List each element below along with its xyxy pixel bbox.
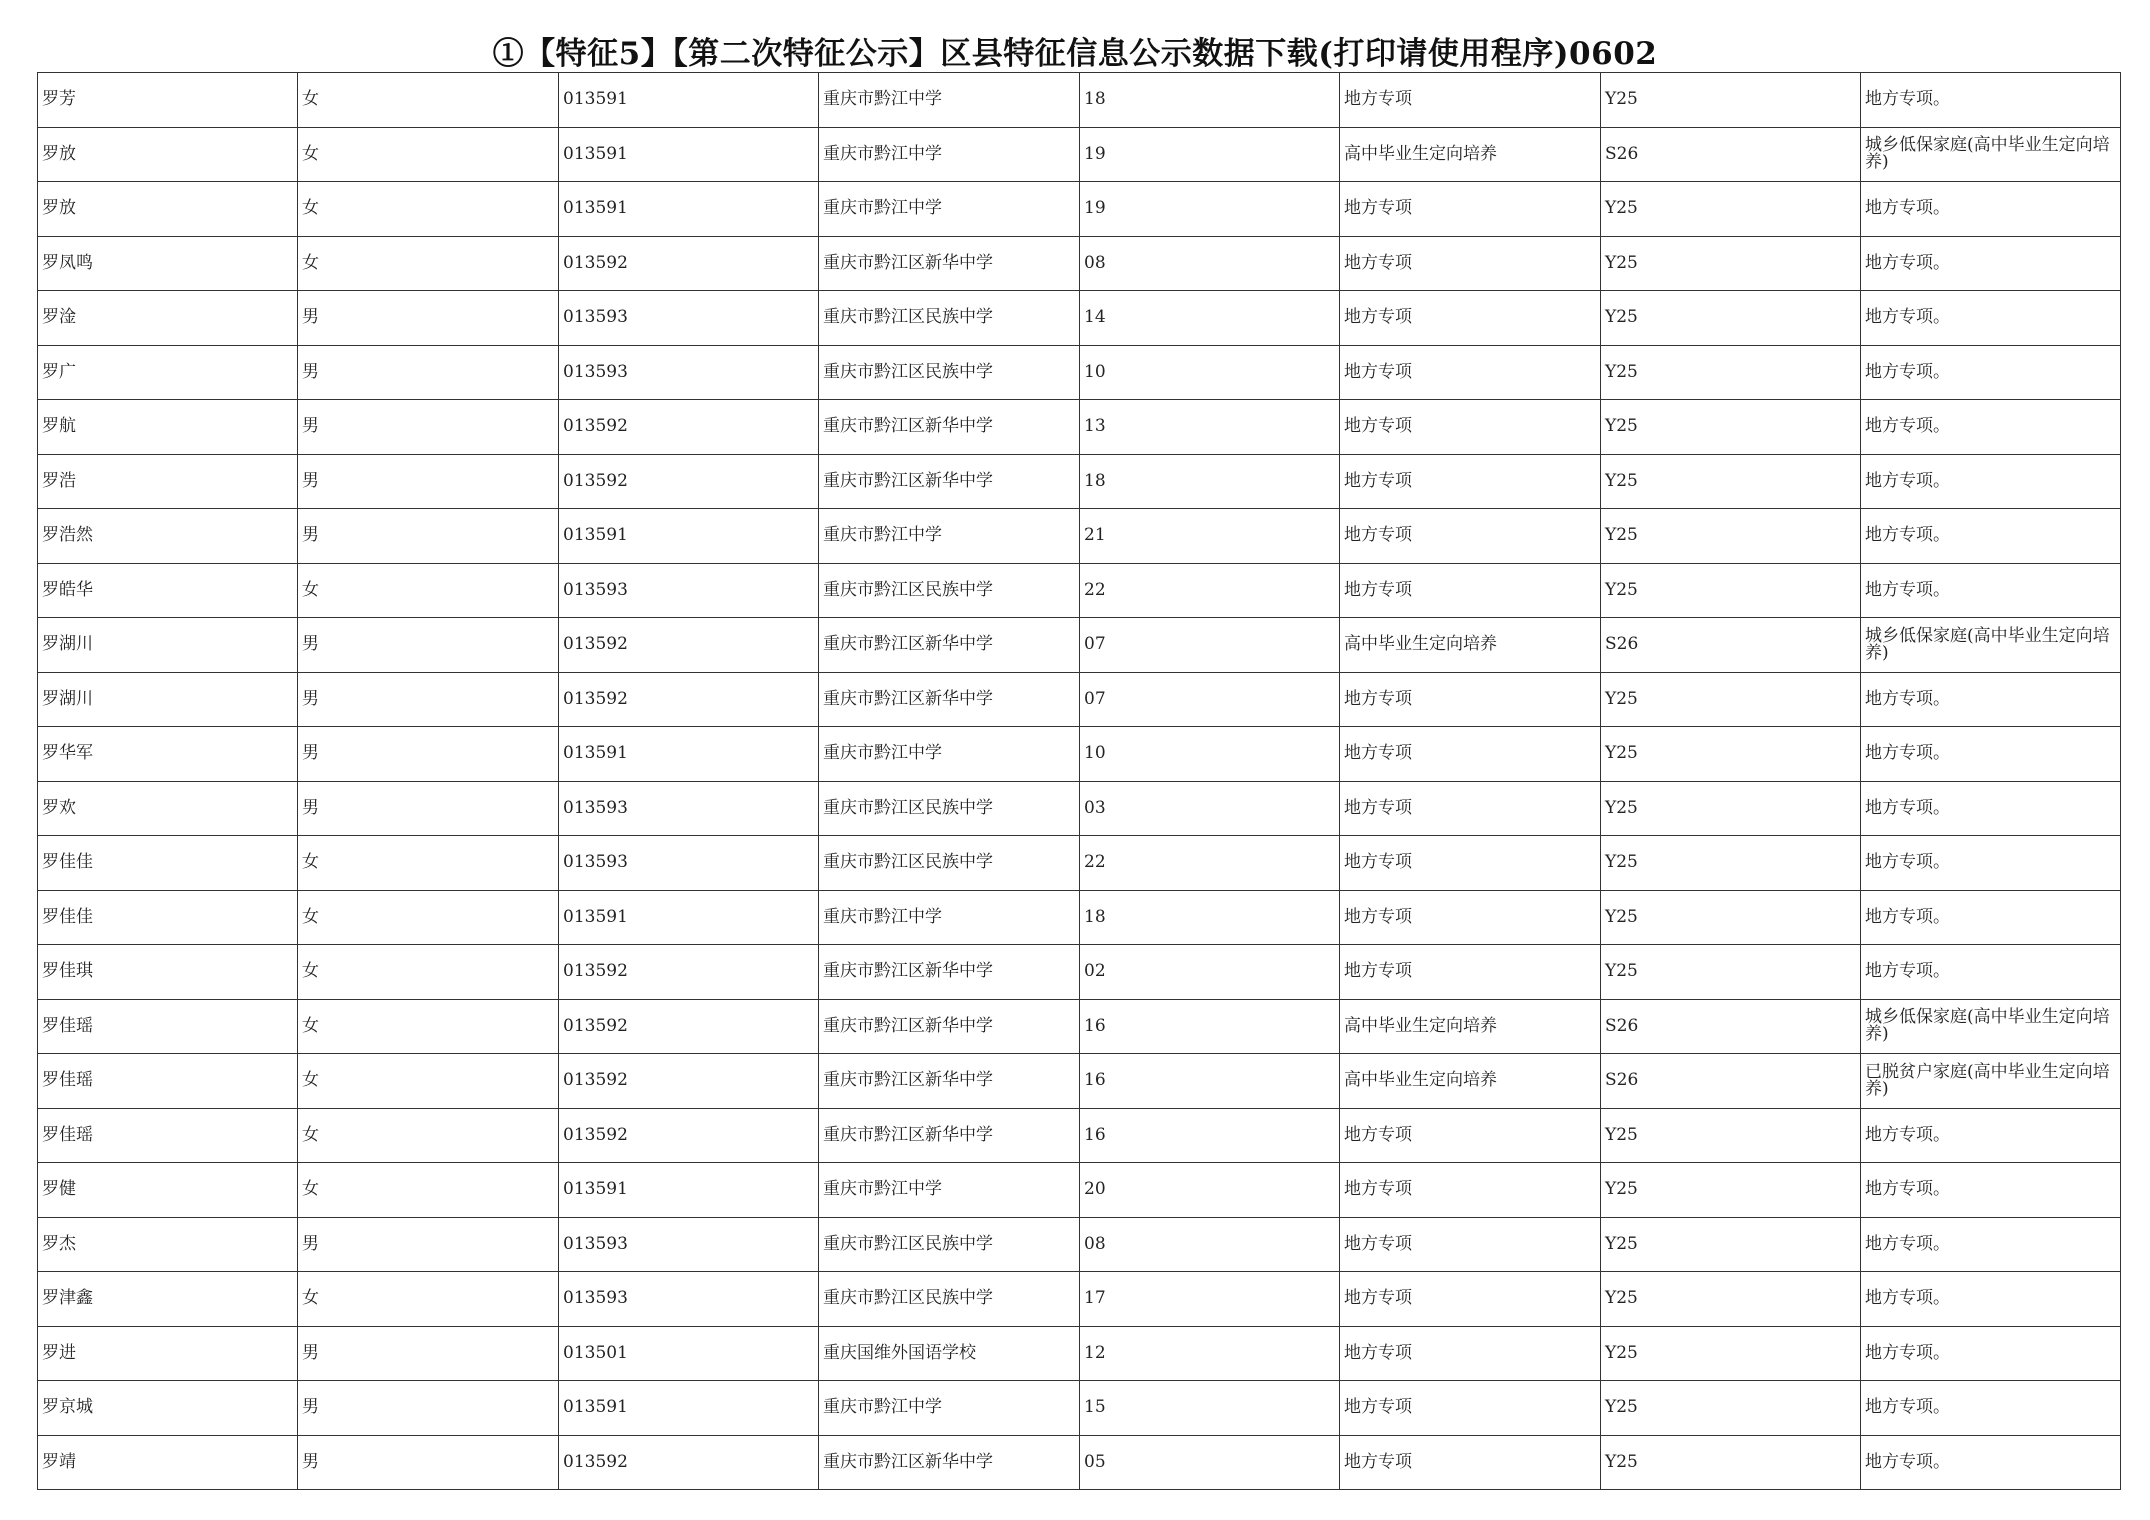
name-cell: 罗欢 (38, 781, 298, 836)
table-row (38, 563, 2121, 618)
class-cell: 22 (1080, 563, 1340, 618)
class-cell: 08 (1080, 1217, 1340, 1272)
class-cell: 19 (1080, 127, 1340, 182)
code-cell: Y25 (1601, 836, 1861, 891)
class-cell: 07 (1080, 618, 1340, 673)
school-code-cell: 013592 (559, 454, 819, 509)
gender-cell: 女 (298, 127, 559, 182)
table-row (38, 236, 2121, 291)
school-name-cell: 重庆市黔江区民族中学 (819, 563, 1080, 618)
code-cell: Y25 (1601, 563, 1861, 618)
category-cell: 高中毕业生定向培养 (1340, 999, 1601, 1054)
category-cell: 高中毕业生定向培养 (1340, 1054, 1601, 1109)
gender-cell: 女 (298, 182, 559, 237)
remark-cell: 地方专项。 (1861, 781, 2121, 836)
school-code-cell: 013593 (559, 781, 819, 836)
school-code-cell: 013593 (559, 1272, 819, 1327)
table-row (38, 1163, 2121, 1218)
class-cell: 17 (1080, 1272, 1340, 1327)
school-name-cell: 重庆市黔江区民族中学 (819, 836, 1080, 891)
school-code-cell: 013592 (559, 999, 819, 1054)
name-cell: 罗芳 (38, 73, 298, 128)
school-code-cell: 013591 (559, 890, 819, 945)
data-table (37, 72, 2121, 1490)
class-cell: 18 (1080, 73, 1340, 128)
category-cell: 地方专项 (1340, 672, 1601, 727)
gender-cell: 男 (298, 1326, 559, 1381)
name-cell: 罗放 (38, 182, 298, 237)
remark-cell: 城乡低保家庭(高中毕业生定向培养) (1861, 999, 2121, 1054)
table-row (38, 400, 2121, 455)
gender-cell: 男 (298, 672, 559, 727)
name-cell: 罗淦 (38, 291, 298, 346)
gender-cell: 男 (298, 291, 559, 346)
name-cell: 罗京城 (38, 1381, 298, 1436)
class-cell: 13 (1080, 400, 1340, 455)
gender-cell: 男 (298, 781, 559, 836)
school-name-cell: 重庆市黔江区新华中学 (819, 236, 1080, 291)
gender-cell: 女 (298, 1163, 559, 1218)
table-row (38, 890, 2121, 945)
table-row (38, 836, 2121, 891)
code-cell: Y25 (1601, 890, 1861, 945)
name-cell: 罗放 (38, 127, 298, 182)
category-cell: 地方专项 (1340, 781, 1601, 836)
code-cell: S26 (1601, 1054, 1861, 1109)
name-cell: 罗靖 (38, 1435, 298, 1490)
gender-cell: 男 (298, 1381, 559, 1436)
gender-cell: 女 (298, 1054, 559, 1109)
category-cell: 地方专项 (1340, 1217, 1601, 1272)
school-name-cell: 重庆市黔江区民族中学 (819, 781, 1080, 836)
remark-cell: 地方专项。 (1861, 563, 2121, 618)
page-title: ①【特征5】【第二次特征公示】区县特征信息公示数据下载(打印请使用程序)0602 (492, 36, 1658, 72)
class-cell: 05 (1080, 1435, 1340, 1490)
code-cell: Y25 (1601, 1326, 1861, 1381)
class-cell: 19 (1080, 182, 1340, 237)
remark-cell: 地方专项。 (1861, 454, 2121, 509)
code-cell: Y25 (1601, 1272, 1861, 1327)
gender-cell: 女 (298, 945, 559, 1000)
code-cell: Y25 (1601, 182, 1861, 237)
name-cell: 罗佳佳 (38, 836, 298, 891)
school-code-cell: 013593 (559, 836, 819, 891)
category-cell: 地方专项 (1340, 454, 1601, 509)
table-row (38, 618, 2121, 673)
code-cell: Y25 (1601, 345, 1861, 400)
category-cell: 地方专项 (1340, 345, 1601, 400)
table-row (38, 672, 2121, 727)
school-code-cell: 013592 (559, 1108, 819, 1163)
school-name-cell: 重庆市黔江中学 (819, 890, 1080, 945)
code-cell: Y25 (1601, 400, 1861, 455)
class-cell: 10 (1080, 345, 1340, 400)
category-cell: 地方专项 (1340, 73, 1601, 128)
table-row (38, 1381, 2121, 1436)
category-cell: 地方专项 (1340, 945, 1601, 1000)
table-row (38, 182, 2121, 237)
school-code-cell: 013593 (559, 345, 819, 400)
name-cell: 罗浩 (38, 454, 298, 509)
name-cell: 罗湖川 (38, 672, 298, 727)
name-cell: 罗佳瑶 (38, 1108, 298, 1163)
table-row (38, 509, 2121, 564)
school-name-cell: 重庆市黔江区新华中学 (819, 400, 1080, 455)
school-name-cell: 重庆市黔江区新华中学 (819, 1108, 1080, 1163)
category-cell: 地方专项 (1340, 563, 1601, 618)
class-cell: 15 (1080, 1381, 1340, 1436)
code-cell: Y25 (1601, 672, 1861, 727)
school-code-cell: 013591 (559, 182, 819, 237)
class-cell: 20 (1080, 1163, 1340, 1218)
name-cell: 罗华军 (38, 727, 298, 782)
gender-cell: 男 (298, 454, 559, 509)
school-code-cell: 013501 (559, 1326, 819, 1381)
school-code-cell: 013592 (559, 618, 819, 673)
class-cell: 16 (1080, 1054, 1340, 1109)
name-cell: 罗湖川 (38, 618, 298, 673)
gender-cell: 女 (298, 563, 559, 618)
gender-cell: 男 (298, 509, 559, 564)
table-row (38, 1217, 2121, 1272)
remark-cell: 地方专项。 (1861, 182, 2121, 237)
gender-cell: 女 (298, 999, 559, 1054)
remark-cell: 城乡低保家庭(高中毕业生定向培养) (1861, 618, 2121, 673)
school-code-cell: 013591 (559, 509, 819, 564)
code-cell: Y25 (1601, 454, 1861, 509)
gender-cell: 男 (298, 727, 559, 782)
table-row (38, 1326, 2121, 1381)
code-cell: Y25 (1601, 727, 1861, 782)
gender-cell: 女 (298, 1272, 559, 1327)
category-cell: 地方专项 (1340, 400, 1601, 455)
table-row (38, 727, 2121, 782)
code-cell: Y25 (1601, 945, 1861, 1000)
name-cell: 罗津鑫 (38, 1272, 298, 1327)
name-cell: 罗佳瑶 (38, 999, 298, 1054)
gender-cell: 男 (298, 1217, 559, 1272)
school-code-cell: 013593 (559, 291, 819, 346)
school-name-cell: 重庆市黔江区新华中学 (819, 999, 1080, 1054)
category-cell: 地方专项 (1340, 1272, 1601, 1327)
code-cell: S26 (1601, 618, 1861, 673)
gender-cell: 女 (298, 890, 559, 945)
school-code-cell: 013591 (559, 73, 819, 128)
name-cell: 罗健 (38, 1163, 298, 1218)
gender-cell: 女 (298, 1108, 559, 1163)
school-name-cell: 重庆市黔江区新华中学 (819, 1054, 1080, 1109)
category-cell: 地方专项 (1340, 1326, 1601, 1381)
school-code-cell: 013592 (559, 400, 819, 455)
table-row (38, 1435, 2121, 1490)
school-name-cell: 重庆市黔江中学 (819, 182, 1080, 237)
table-row (38, 1108, 2121, 1163)
school-name-cell: 重庆国维外国语学校 (819, 1326, 1080, 1381)
class-cell: 16 (1080, 999, 1340, 1054)
class-cell: 08 (1080, 236, 1340, 291)
category-cell: 地方专项 (1340, 509, 1601, 564)
school-name-cell: 重庆市黔江区新华中学 (819, 945, 1080, 1000)
table-row (38, 454, 2121, 509)
remark-cell: 地方专项。 (1861, 890, 2121, 945)
category-cell: 地方专项 (1340, 1108, 1601, 1163)
gender-cell: 男 (298, 618, 559, 673)
remark-cell: 地方专项。 (1861, 727, 2121, 782)
name-cell: 罗佳瑶 (38, 1054, 298, 1109)
school-code-cell: 013591 (559, 727, 819, 782)
code-cell: Y25 (1601, 291, 1861, 346)
school-code-cell: 013591 (559, 1163, 819, 1218)
class-cell: 14 (1080, 291, 1340, 346)
remark-cell: 地方专项。 (1861, 1163, 2121, 1218)
name-cell: 罗佳琪 (38, 945, 298, 1000)
school-name-cell: 重庆市黔江中学 (819, 127, 1080, 182)
remark-cell: 地方专项。 (1861, 400, 2121, 455)
remark-cell: 地方专项。 (1861, 345, 2121, 400)
category-cell: 高中毕业生定向培养 (1340, 127, 1601, 182)
table-row (38, 945, 2121, 1000)
remark-cell: 地方专项。 (1861, 73, 2121, 128)
school-code-cell: 013592 (559, 672, 819, 727)
table-row (38, 1272, 2121, 1327)
school-name-cell: 重庆市黔江中学 (819, 727, 1080, 782)
school-code-cell: 013591 (559, 127, 819, 182)
table-row (38, 127, 2121, 182)
name-cell: 罗杰 (38, 1217, 298, 1272)
school-name-cell: 重庆市黔江区民族中学 (819, 1272, 1080, 1327)
school-name-cell: 重庆市黔江区新华中学 (819, 618, 1080, 673)
remark-cell: 地方专项。 (1861, 236, 2121, 291)
remark-cell: 地方专项。 (1861, 1108, 2121, 1163)
remark-cell: 城乡低保家庭(高中毕业生定向培养) (1861, 127, 2121, 182)
code-cell: S26 (1601, 127, 1861, 182)
school-name-cell: 重庆市黔江中学 (819, 1163, 1080, 1218)
table-row (38, 1054, 2121, 1109)
remark-cell: 地方专项。 (1861, 509, 2121, 564)
class-cell: 22 (1080, 836, 1340, 891)
class-cell: 10 (1080, 727, 1340, 782)
code-cell: Y25 (1601, 1217, 1861, 1272)
school-name-cell: 重庆市黔江区民族中学 (819, 291, 1080, 346)
code-cell: Y25 (1601, 73, 1861, 128)
class-cell: 03 (1080, 781, 1340, 836)
remark-cell: 地方专项。 (1861, 1272, 2121, 1327)
table-row (38, 999, 2121, 1054)
name-cell: 罗凤鸣 (38, 236, 298, 291)
code-cell: Y25 (1601, 1435, 1861, 1490)
school-code-cell: 013592 (559, 945, 819, 1000)
category-cell: 高中毕业生定向培养 (1340, 618, 1601, 673)
code-cell: S26 (1601, 999, 1861, 1054)
class-cell: 21 (1080, 509, 1340, 564)
gender-cell: 男 (298, 1435, 559, 1490)
school-name-cell: 重庆市黔江区新华中学 (819, 672, 1080, 727)
school-code-cell: 013591 (559, 1381, 819, 1436)
class-cell: 12 (1080, 1326, 1340, 1381)
school-name-cell: 重庆市黔江区新华中学 (819, 1435, 1080, 1490)
category-cell: 地方专项 (1340, 291, 1601, 346)
remark-cell: 地方专项。 (1861, 1217, 2121, 1272)
code-cell: Y25 (1601, 1163, 1861, 1218)
code-cell: Y25 (1601, 1108, 1861, 1163)
gender-cell: 女 (298, 836, 559, 891)
class-cell: 18 (1080, 890, 1340, 945)
class-cell: 02 (1080, 945, 1340, 1000)
school-name-cell: 重庆市黔江中学 (819, 73, 1080, 128)
remark-cell: 地方专项。 (1861, 1326, 2121, 1381)
category-cell: 地方专项 (1340, 182, 1601, 237)
class-cell: 16 (1080, 1108, 1340, 1163)
school-name-cell: 重庆市黔江区民族中学 (819, 345, 1080, 400)
table-row (38, 345, 2121, 400)
gender-cell: 男 (298, 400, 559, 455)
category-cell: 地方专项 (1340, 1435, 1601, 1490)
code-cell: Y25 (1601, 509, 1861, 564)
remark-cell: 地方专项。 (1861, 1435, 2121, 1490)
remark-cell: 已脱贫户家庭(高中毕业生定向培养) (1861, 1054, 2121, 1109)
category-cell: 地方专项 (1340, 1381, 1601, 1436)
school-code-cell: 013592 (559, 1435, 819, 1490)
class-cell: 18 (1080, 454, 1340, 509)
class-cell: 07 (1080, 672, 1340, 727)
name-cell: 罗广 (38, 345, 298, 400)
table-body (38, 73, 2121, 1490)
school-name-cell: 重庆市黔江中学 (819, 509, 1080, 564)
category-cell: 地方专项 (1340, 890, 1601, 945)
code-cell: Y25 (1601, 236, 1861, 291)
school-code-cell: 013593 (559, 1217, 819, 1272)
gender-cell: 男 (298, 345, 559, 400)
name-cell: 罗航 (38, 400, 298, 455)
school-code-cell: 013592 (559, 1054, 819, 1109)
code-cell: Y25 (1601, 1381, 1861, 1436)
category-cell: 地方专项 (1340, 1163, 1601, 1218)
table-row (38, 781, 2121, 836)
school-name-cell: 重庆市黔江区新华中学 (819, 454, 1080, 509)
name-cell: 罗佳佳 (38, 890, 298, 945)
category-cell: 地方专项 (1340, 236, 1601, 291)
gender-cell: 女 (298, 73, 559, 128)
name-cell: 罗皓华 (38, 563, 298, 618)
code-cell: Y25 (1601, 781, 1861, 836)
table-row (38, 73, 2121, 128)
school-code-cell: 013593 (559, 563, 819, 618)
remark-cell: 地方专项。 (1861, 945, 2121, 1000)
remark-cell: 地方专项。 (1861, 291, 2121, 346)
school-name-cell: 重庆市黔江中学 (819, 1381, 1080, 1436)
table-row (38, 291, 2121, 346)
remark-cell: 地方专项。 (1861, 836, 2121, 891)
category-cell: 地方专项 (1340, 836, 1601, 891)
name-cell: 罗浩然 (38, 509, 298, 564)
school-name-cell: 重庆市黔江区民族中学 (819, 1217, 1080, 1272)
gender-cell: 女 (298, 236, 559, 291)
remark-cell: 地方专项。 (1861, 672, 2121, 727)
name-cell: 罗进 (38, 1326, 298, 1381)
remark-cell: 地方专项。 (1861, 1381, 2121, 1436)
category-cell: 地方专项 (1340, 727, 1601, 782)
school-code-cell: 013592 (559, 236, 819, 291)
